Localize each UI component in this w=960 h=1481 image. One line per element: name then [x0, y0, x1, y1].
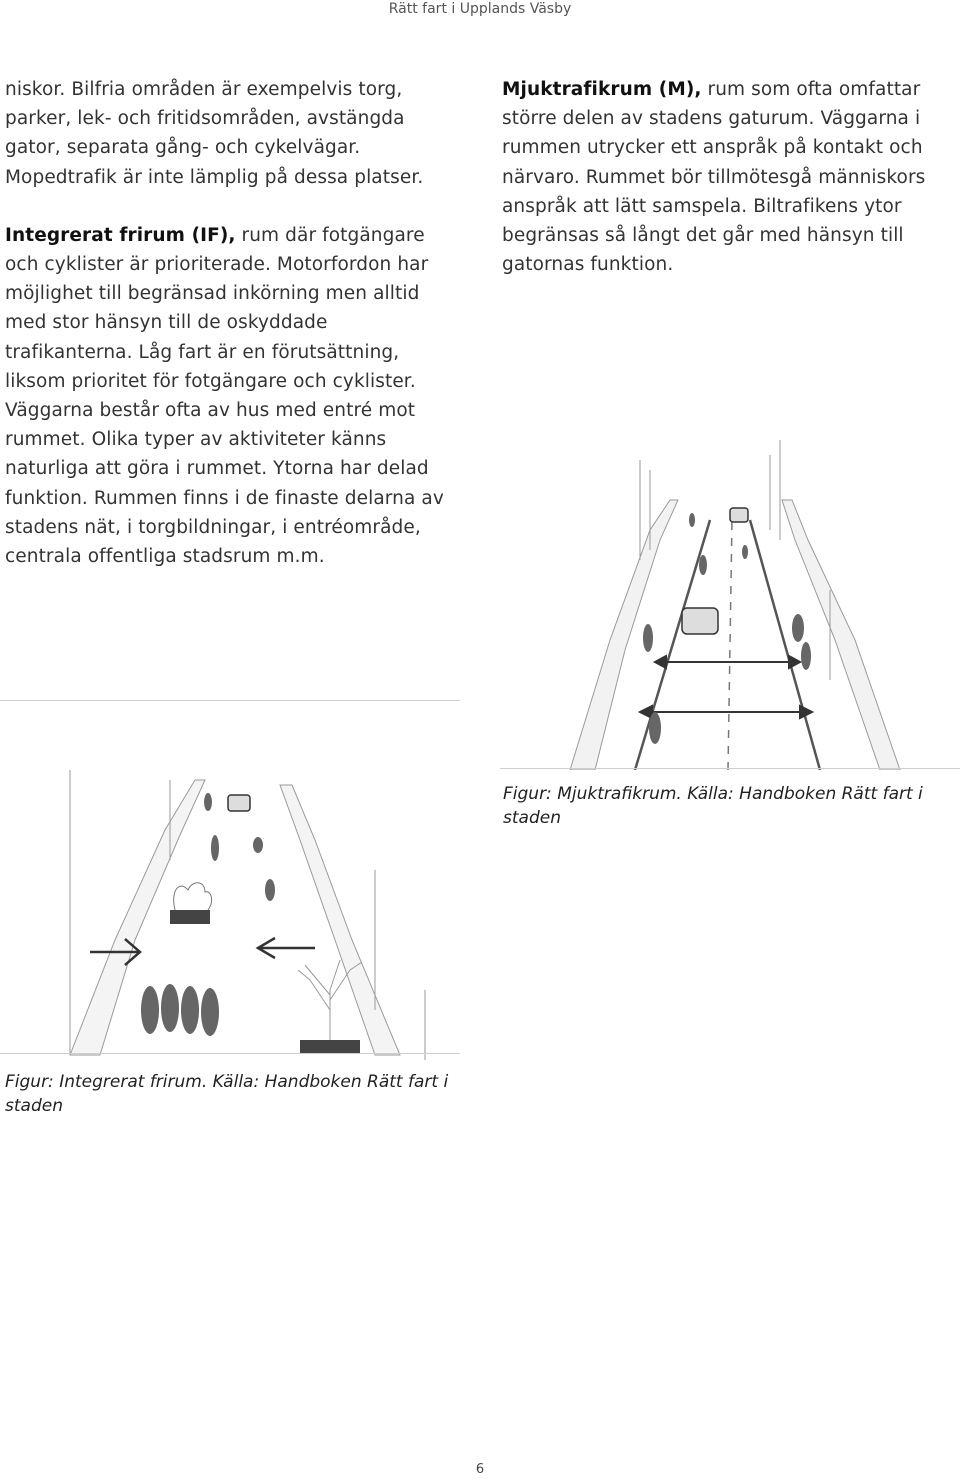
- page-number: 6: [475, 1462, 485, 1477]
- figure-ground-line-left: [0, 1053, 460, 1054]
- integrerat-frirum-illustration: [30, 740, 460, 1060]
- integrerat-frirum-caption: Figur: Integrerat frirum. Källa: Handboken Rätt fart i staden: [5, 1072, 449, 1116]
- paragraph-mjuktrafikrum: [502, 75, 952, 279]
- right-column-text: [502, 75, 952, 279]
- paragraph-bilfria: niskor. Bilfria områden är exempelvis torg, parker, lek- och fritidsområden, avstängda gator, separata gång- och cykelvägar. Mopedtrafik är inte lämplig på dessa platser.: [5, 79, 424, 188]
- term-mjuktrafikrum: Mjuktrafikrum (M),: [502, 79, 702, 100]
- figure-ground-line-right: [500, 768, 960, 769]
- left-column-text: [5, 75, 457, 571]
- paragraph-integrerat-frirum: [5, 221, 457, 571]
- paragraph-mjuktrafikrum-body: rum som ofta omfattar större delen av stadens gaturum. Väggarna i rummen utrycker ett anspråk på kontakt och närvaro. Rummet bör tillmötesgå människors anspråk att lätt samspela. Biltrafikens ytor begränsas så långt det går med hänsyn till gatornas funktion.: [502, 79, 926, 276]
- mjuktrafikrum-illustration: [500, 440, 960, 770]
- paragraph-integrerat-body: rum där fotgängare och cyklister är prioriterade. Motorfordon har möjlighet till begränsad inkörning men alltid med stor hänsyn till de oskyddade trafikanterna. Låg fart är en förutsättning, liksom prioritet för fotgängare och cyklister. Väggarna består ofta av hus med entré mot rummet. Olika typer av aktiviteter känns naturliga att göra i rummet. Ytorna har delad funktion. Rummen finns i de finaste delarna av stadens nät, i torgbildningar, i entréområde, centrala offentliga stadsrum m.m.: [5, 224, 444, 568]
- running-header: Rätt fart i Upplands Väsby: [388, 1, 572, 17]
- figure-top-line-left: [0, 700, 460, 701]
- mjuktrafikrum-caption: Figur: Mjuktrafikrum. Källa: Handboken Rätt fart i staden: [503, 784, 923, 828]
- term-integrerat-frirum: Integrerat frirum (IF),: [5, 224, 236, 246]
